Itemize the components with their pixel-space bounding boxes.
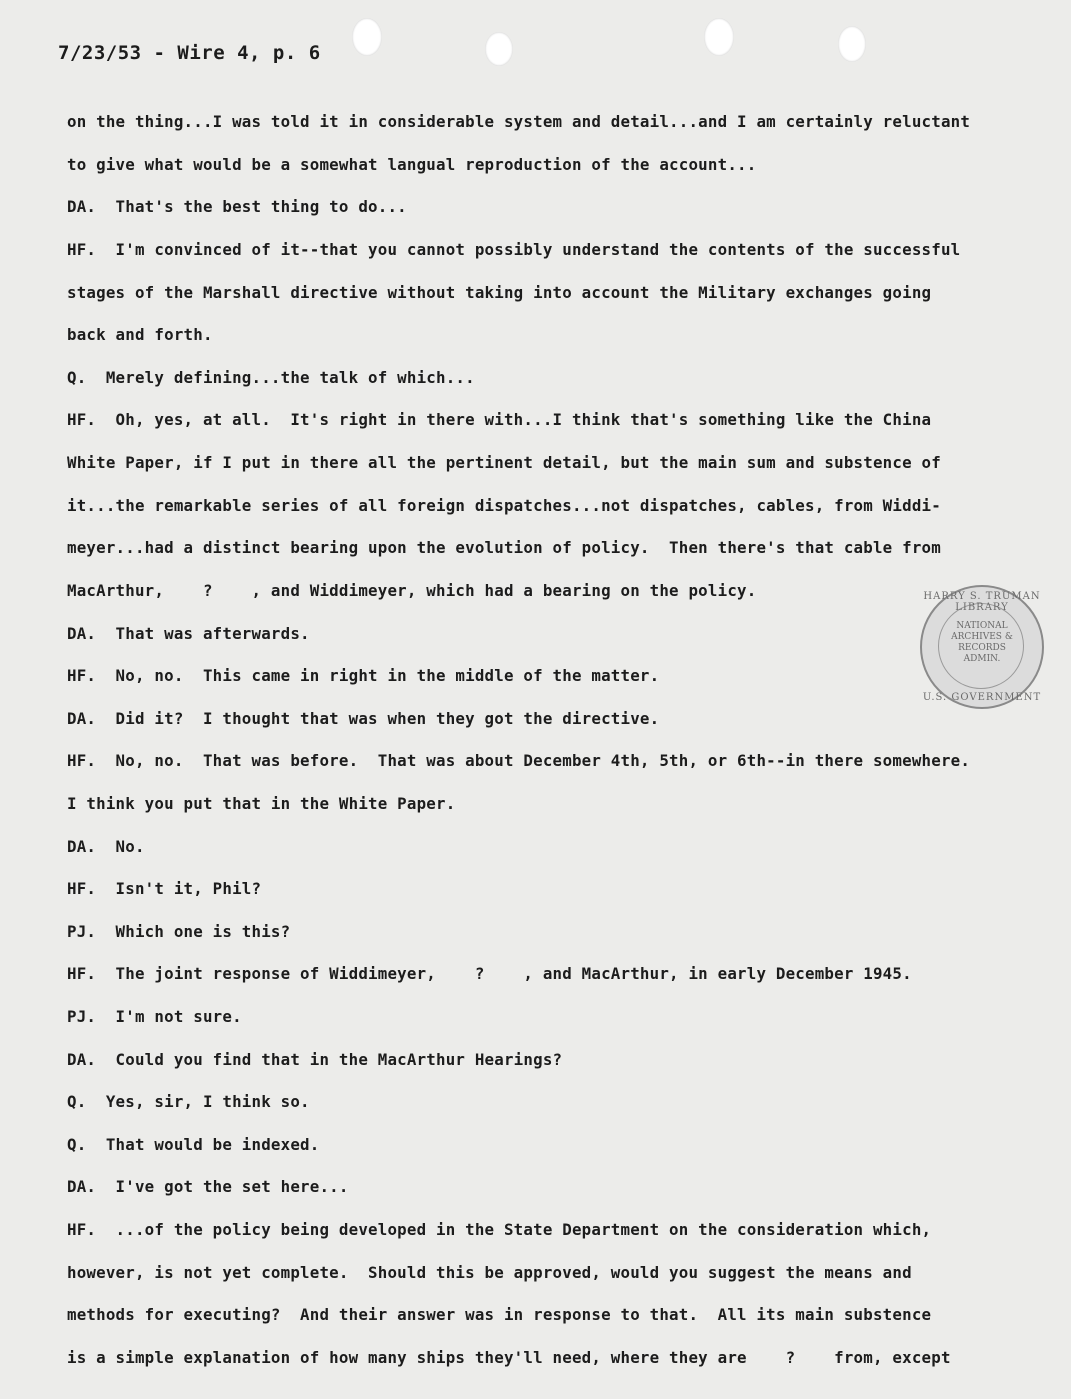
transcript-line: DA. That was afterwards. xyxy=(67,624,310,643)
transcript-line: back and forth. xyxy=(67,325,213,344)
transcript-line: White Paper, if I put in there all the pertinent detail, but the main sum and substence of xyxy=(67,453,941,472)
transcript-line: it...the remarkable series of all foreign dispatches...not dispatches, cables, from Widdi- xyxy=(67,496,941,515)
transcript-line: HF. ...of the policy being developed in the State Department on the consideration which, xyxy=(67,1220,932,1239)
transcript-line: stages of the Marshall directive without taking into account the Military exchanges going xyxy=(67,283,932,302)
transcript-line: DA. Could you find that in the MacArthur Hearings? xyxy=(67,1050,563,1069)
page-header: 7/23/53 - Wire 4, p. 6 xyxy=(58,42,321,64)
stamp-line: ARCHIVES & xyxy=(951,632,1013,642)
transcript-line: DA. Did it? I thought that was when they got the directive. xyxy=(67,709,660,728)
transcript-line: DA. No. xyxy=(67,837,145,856)
transcript-line: DA. I've got the set here... xyxy=(67,1177,349,1196)
transcript-line: is a simple explanation of how many ships they'll need, where they are ? from, except xyxy=(67,1348,951,1367)
transcript-line: PJ. I'm not sure. xyxy=(67,1007,242,1026)
punch-hole-middle xyxy=(704,18,734,56)
stamp-line: NATIONAL xyxy=(956,621,1008,631)
transcript-line: DA. That's the best thing to do... xyxy=(67,197,407,216)
stamp-line: ADMIN. xyxy=(963,654,1001,664)
transcript-line: however, is not yet complete. Should this be approved, would you suggest the means and xyxy=(67,1263,912,1282)
archive-stamp xyxy=(920,585,1044,709)
transcript-line: Q. That would be indexed. xyxy=(67,1135,320,1154)
transcript-line: PJ. Which one is this? xyxy=(67,922,291,941)
transcript-line: HF. Isn't it, Phil? xyxy=(67,879,262,898)
transcript-line: HF. No, no. This came in right in the middle of the matter. xyxy=(67,666,660,685)
transcript-line: HF. No, no. That was before. That was about December 4th, 5th, or 6th--in there somewhere. xyxy=(67,751,971,770)
punch-hole-right xyxy=(838,26,866,62)
stamp-ring-top: HARRY S. TRUMAN LIBRARY xyxy=(923,591,1041,613)
transcript-line: HF. Oh, yes, at all. It's right in there with...I think that's something like the China xyxy=(67,410,932,429)
transcript-line: meyer...had a distinct bearing upon the evolution of policy. Then there's that cable from xyxy=(67,538,941,557)
transcript-line: MacArthur, ? , and Widdimeyer, which had a bearing on the policy. xyxy=(67,581,757,600)
stamp-ring-bottom: U.S. GOVERNMENT xyxy=(922,692,1042,703)
transcript-line: HF. I'm convinced of it--that you cannot possibly understand the contents of the successful xyxy=(67,240,961,259)
punch-hole-left xyxy=(352,18,382,56)
transcript-line: Q. Yes, sir, I think so. xyxy=(67,1092,310,1111)
transcript-line: on the thing...I was told it in considerable system and detail...and I am certainly reluctant xyxy=(67,112,971,131)
transcript-line: to give what would be a somewhat langual reproduction of the account... xyxy=(67,155,757,174)
stamp-line: RECORDS xyxy=(958,643,1006,653)
transcript-line: methods for executing? And their answer was in response to that. All its main substence xyxy=(67,1305,932,1324)
transcript-line: HF. The joint response of Widdimeyer, ? , and MacArthur, in early December 1945. xyxy=(67,964,912,983)
transcript-line: Q. Merely defining...the talk of which... xyxy=(67,368,475,387)
transcript-line: I think you put that in the White Paper. xyxy=(67,794,456,813)
punch-hole-small xyxy=(485,32,513,66)
